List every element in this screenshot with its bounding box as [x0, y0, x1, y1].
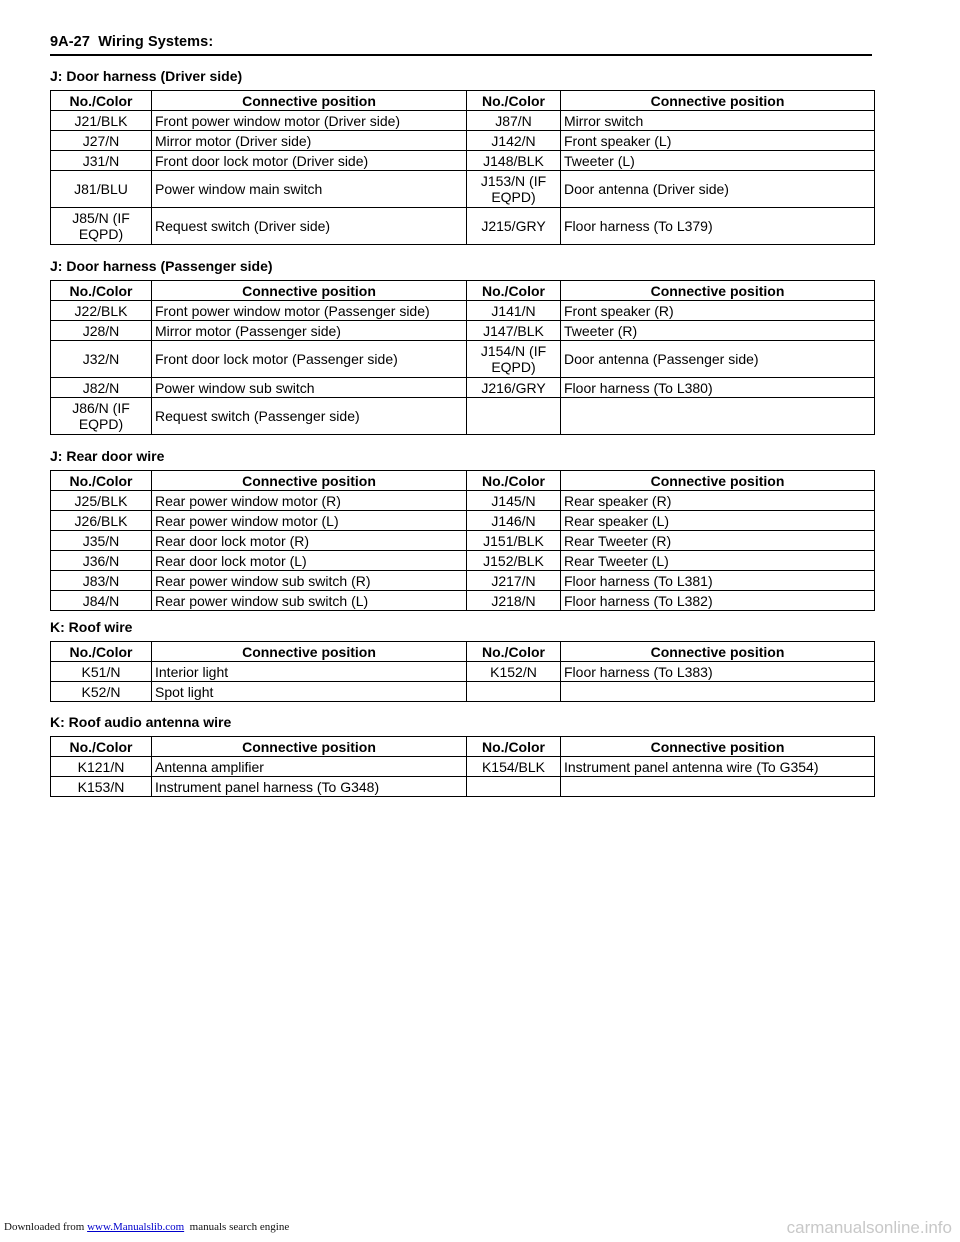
watermark-text: carmanualsonline.info: [786, 1218, 952, 1237]
section-title: J: Rear door wire: [50, 448, 165, 464]
connector-number-cell: J83/N: [51, 571, 152, 591]
column-header: Connective position: [152, 281, 467, 301]
column-header: No./Color: [51, 281, 152, 301]
connective-position-cell: Rear power window motor (L): [152, 511, 467, 531]
connector-number-cell: [467, 398, 561, 435]
connector-number-cell: K152/N: [467, 662, 561, 682]
connector-number-cell: J82/N: [51, 378, 152, 398]
table-row: [51, 111, 875, 131]
column-header: Connective position: [561, 642, 875, 662]
table-header-row: [51, 281, 875, 301]
connector-number-cell: J146/N: [467, 511, 561, 531]
connective-position-cell: Tweeter (L): [561, 151, 875, 171]
column-header: No./Color: [51, 91, 152, 111]
section-title: J: Door harness (Driver side): [50, 68, 243, 84]
connector-number-cell: K51/N: [51, 662, 152, 682]
column-header: No./Color: [51, 642, 152, 662]
table-row: [51, 662, 875, 682]
connector-number-cell: J154/N (IF EQPD): [467, 341, 561, 378]
table-row: [51, 777, 875, 797]
connective-position-cell: Rear power window motor (R): [152, 491, 467, 511]
connector-number-cell: J216/GRY: [467, 378, 561, 398]
connective-position-cell: Instrument panel antenna wire (To G354): [561, 757, 875, 777]
section-title: J: Door harness (Passenger side): [50, 258, 273, 274]
connector-number-cell: K154/BLK: [467, 757, 561, 777]
column-header: No./Color: [51, 471, 152, 491]
connective-position-cell: Interior light: [152, 662, 467, 682]
column-header: No./Color: [51, 737, 152, 757]
column-header: Connective position: [152, 471, 467, 491]
footer-suffix: manuals search engine: [189, 1221, 290, 1233]
connector-number-cell: [467, 682, 561, 702]
table-row: [51, 571, 875, 591]
connective-position-cell: Floor harness (To L380): [561, 378, 875, 398]
column-header: No./Color: [467, 642, 561, 662]
table-header-row: [51, 642, 875, 662]
column-header: Connective position: [152, 642, 467, 662]
connector-table: [50, 280, 875, 435]
connective-position-cell: Mirror motor (Driver side): [152, 131, 467, 151]
connector-number-cell: J31/N: [51, 151, 152, 171]
connective-position-cell: Rear Tweeter (R): [561, 531, 875, 551]
column-header: Connective position: [152, 737, 467, 757]
connector-number-cell: J22/BLK: [51, 301, 152, 321]
connective-position-cell: Rear door lock motor (R): [152, 531, 467, 551]
table-row: [51, 321, 875, 341]
connective-position-cell: Tweeter (R): [561, 321, 875, 341]
connector-number-cell: J142/N: [467, 131, 561, 151]
connective-position-cell: Spot light: [152, 682, 467, 702]
connective-position-cell: Front speaker (L): [561, 131, 875, 151]
column-header: No./Color: [467, 91, 561, 111]
connective-position-cell: [561, 777, 875, 797]
connector-number-cell: J147/BLK: [467, 321, 561, 341]
connective-position-cell: Rear power window sub switch (R): [152, 571, 467, 591]
table-row: [51, 511, 875, 531]
column-header: No./Color: [467, 737, 561, 757]
download-footer: [4, 1221, 289, 1233]
connector-table: [50, 470, 875, 611]
connector-table: [50, 736, 875, 797]
footer-prefix: Downloaded from: [4, 1221, 85, 1233]
manualslib-link[interactable]: www.Manualslib.com: [87, 1221, 185, 1233]
column-header: Connective position: [561, 91, 875, 111]
table-row: [51, 591, 875, 611]
connective-position-cell: Front door lock motor (Driver side): [152, 151, 467, 171]
connective-position-cell: Front power window motor (Driver side): [152, 111, 467, 131]
connector-number-cell: J21/BLK: [51, 111, 152, 131]
connector-number-cell: J25/BLK: [51, 491, 152, 511]
connective-position-cell: Rear door lock motor (L): [152, 551, 467, 571]
connective-position-cell: Rear Tweeter (L): [561, 551, 875, 571]
connective-position-cell: Power window main switch: [152, 171, 467, 208]
connector-number-cell: J153/N (IF EQPD): [467, 171, 561, 208]
table-row: [51, 682, 875, 702]
column-header: No./Color: [467, 281, 561, 301]
connective-position-cell: Instrument panel harness (To G348): [152, 777, 467, 797]
connector-number-cell: J84/N: [51, 591, 152, 611]
connector-table: [50, 90, 875, 245]
connective-position-cell: Request switch (Driver side): [152, 208, 467, 245]
connector-number-cell: J145/N: [467, 491, 561, 511]
connector-number-cell: J26/BLK: [51, 511, 152, 531]
connector-number-cell: J152/BLK: [467, 551, 561, 571]
table-row: [51, 301, 875, 321]
connective-position-cell: Door antenna (Driver side): [561, 171, 875, 208]
connector-number-cell: J87/N: [467, 111, 561, 131]
connector-number-cell: J32/N: [51, 341, 152, 378]
column-header: Connective position: [561, 737, 875, 757]
connector-number-cell: [467, 777, 561, 797]
connector-number-cell: J36/N: [51, 551, 152, 571]
connector-table: [50, 641, 875, 702]
connector-number-cell: J27/N: [51, 131, 152, 151]
connective-position-cell: Front power window motor (Passenger side): [152, 301, 467, 321]
connector-number-cell: J218/N: [467, 591, 561, 611]
connector-number-cell: J81/BLU: [51, 171, 152, 208]
connector-number-cell: J28/N: [51, 321, 152, 341]
connective-position-cell: Front door lock motor (Passenger side): [152, 341, 467, 378]
table-row: [51, 171, 875, 208]
connector-number-cell: J86/N (IF EQPD): [51, 398, 152, 435]
connector-number-cell: J215/GRY: [467, 208, 561, 245]
connective-position-cell: Floor harness (To L381): [561, 571, 875, 591]
connective-position-cell: Rear power window sub switch (L): [152, 591, 467, 611]
table-row: [51, 131, 875, 151]
table-header-row: [51, 471, 875, 491]
connector-number-cell: K121/N: [51, 757, 152, 777]
connective-position-cell: Floor harness (To L379): [561, 208, 875, 245]
connector-number-cell: J35/N: [51, 531, 152, 551]
connector-number-cell: J85/N (IF EQPD): [51, 208, 152, 245]
page-header: [50, 30, 872, 56]
table-header-row: [51, 91, 875, 111]
column-header: Connective position: [561, 281, 875, 301]
connective-position-cell: Front speaker (R): [561, 301, 875, 321]
table-row: [51, 398, 875, 435]
table-row: [51, 208, 875, 245]
table-row: [51, 341, 875, 378]
connective-position-cell: Rear speaker (L): [561, 511, 875, 531]
section-title: K: Roof wire: [50, 619, 133, 635]
connector-number-cell: J141/N: [467, 301, 561, 321]
table-row: [51, 551, 875, 571]
connective-position-cell: Antenna amplifier: [152, 757, 467, 777]
table-row: [51, 378, 875, 398]
table-row: [51, 531, 875, 551]
column-header: Connective position: [561, 471, 875, 491]
connective-position-cell: Rear speaker (R): [561, 491, 875, 511]
connective-position-cell: [561, 398, 875, 435]
table-row: [51, 151, 875, 171]
connective-position-cell: Mirror switch: [561, 111, 875, 131]
connective-position-cell: Mirror motor (Passenger side): [152, 321, 467, 341]
connective-position-cell: Door antenna (Passenger side): [561, 341, 875, 378]
connective-position-cell: Floor harness (To L382): [561, 591, 875, 611]
table-row: [51, 757, 875, 777]
connector-number-cell: J217/N: [467, 571, 561, 591]
column-header: Connective position: [152, 91, 467, 111]
connective-position-cell: [561, 682, 875, 702]
connector-number-cell: J151/BLK: [467, 531, 561, 551]
column-header: No./Color: [467, 471, 561, 491]
page-header-title: 9A-27 Wiring Systems:: [50, 34, 214, 50]
connector-number-cell: J148/BLK: [467, 151, 561, 171]
connective-position-cell: Request switch (Passenger side): [152, 398, 467, 435]
table-header-row: [51, 737, 875, 757]
connective-position-cell: Floor harness (To L383): [561, 662, 875, 682]
connector-number-cell: K52/N: [51, 682, 152, 702]
section-title: K: Roof audio antenna wire: [50, 714, 232, 730]
connective-position-cell: Power window sub switch: [152, 378, 467, 398]
connector-number-cell: K153/N: [51, 777, 152, 797]
table-row: [51, 491, 875, 511]
